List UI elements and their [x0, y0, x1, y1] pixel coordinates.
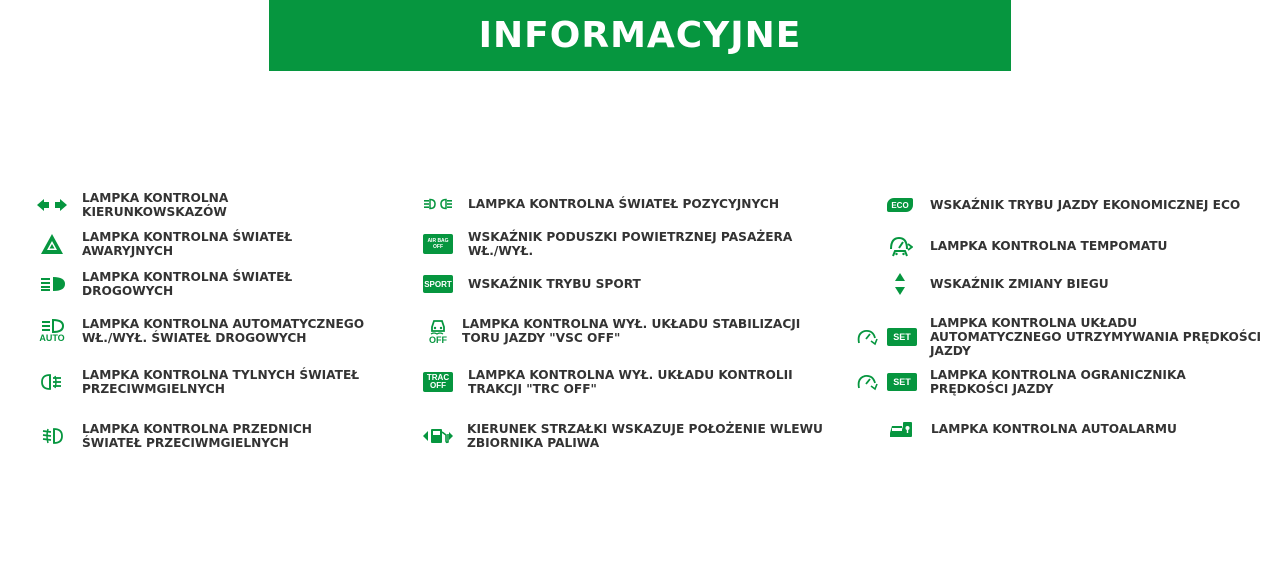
indicator-item [421, 229, 841, 259]
position-lights-icon [421, 189, 455, 219]
car-alarm-icon [884, 414, 918, 444]
indicator-item [883, 269, 1263, 299]
indicator-item [35, 269, 375, 299]
indicator-item [421, 315, 841, 347]
indicator-item [856, 367, 1266, 397]
indicator-label: WSKAŹNIK ZMIANY BIEGU [930, 277, 1109, 291]
speed-limiter-set-icon: SET [856, 367, 917, 397]
adaptive-cruise-set-icon: SET [856, 322, 917, 352]
eco-mode-icon: ECO [883, 190, 917, 220]
passenger-airbag-icon: AIR BAG OFF [421, 229, 455, 259]
indicator-item [35, 229, 375, 259]
gear-shift-indicator-icon [883, 269, 917, 299]
sport-mode-icon: SPORT [421, 269, 455, 299]
indicator-item [35, 367, 375, 397]
indicator-label: KIERUNEK STRZAŁKI WSKAZUJE POŁOŻENIE WLEWU ZBIORNIKA PALIWA [467, 422, 823, 450]
indicator-label: LAMPKA KONTROLNA AUTOMATYCZNEGO WŁ./WYŁ. ŚWIATEŁ DROGOWYCH [82, 317, 365, 345]
indicator-label: LAMPKA KONTROLNA WYŁ. UKŁADU STABILIZACJI TORU JAZDY "VSC OFF" [462, 317, 801, 345]
indicator-label: LAMPKA KONTROLNA TYLNYCH ŚWIATEŁ PRZECIWMGIELNYCH [82, 368, 360, 396]
indicator-label: LAMPKA KONTROLNA PRZEDNICH ŚWIATEŁ PRZECIWMGIELNYCH [82, 422, 313, 450]
section-header [269, 0, 1011, 71]
rear-fog-light-icon [35, 367, 69, 397]
indicator-item [421, 189, 841, 219]
indicator-item [856, 316, 1266, 358]
indicator-label: LAMPKA KONTROLNA ŚWIATEŁ AWARYJNYCH [82, 230, 293, 258]
indicator-item [35, 421, 375, 451]
front-fog-light-icon [35, 421, 69, 451]
indicator-item [421, 421, 841, 451]
indicator-label: WSKAŹNIK TRYBU JAZDY EKONOMICZNEJ ECO [930, 198, 1241, 212]
indicator-item [35, 190, 375, 220]
trc-off-icon: TRAC OFF [421, 367, 455, 397]
indicator-label: WSKAŹNIK PODUSZKI POWIETRZNEJ PASAŻERA WŁ./WYŁ. [468, 230, 793, 258]
indicator-item [421, 269, 841, 299]
indicator-label: LAMPKA KONTROLNA ŚWIATEŁ POZYCYJNYCH [468, 197, 780, 211]
indicator-label: LAMPKA KONTROLNA ŚWIATEŁ DROGOWYCH [82, 270, 293, 298]
turn-signal-arrows-icon [35, 190, 69, 220]
indicator-item [883, 190, 1263, 220]
section-title: INFORMACYJNE [478, 15, 802, 56]
indicator-item [884, 414, 1264, 444]
indicator-label: LAMPKA KONTROLNA KIERUNKOWSKAZÓW [82, 191, 229, 219]
auto-high-beam-icon: AUTO [35, 316, 69, 346]
indicator-label: WSKAŹNIK TRYBU SPORT [468, 277, 641, 291]
indicator-label: LAMPKA KONTROLNA OGRANICZNIKA PRĘDKOŚCI JAZDY [930, 368, 1186, 396]
indicator-label: LAMPKA KONTROLNA WYŁ. UKŁADU KONTROLII TRAKCJI "TRC OFF" [468, 368, 793, 396]
fuel-door-arrow-icon [421, 421, 455, 451]
high-beam-icon [35, 269, 69, 299]
vsc-off-icon: OFF [421, 315, 455, 347]
indicator-label: LAMPKA KONTROLNA AUTOALARMU [931, 422, 1177, 436]
indicator-label: LAMPKA KONTROLNA UKŁADU AUTOMATYCZNEGO UTRZYMYWANIA PRĘDKOŚCI JAZDY [930, 316, 1262, 358]
cruise-control-icon [883, 231, 917, 261]
indicator-item [883, 231, 1263, 261]
indicator-label: LAMPKA KONTROLNA TEMPOMATU [930, 239, 1168, 253]
hazard-warning-icon [35, 229, 69, 259]
indicator-item [421, 367, 841, 397]
indicator-item [35, 316, 375, 346]
